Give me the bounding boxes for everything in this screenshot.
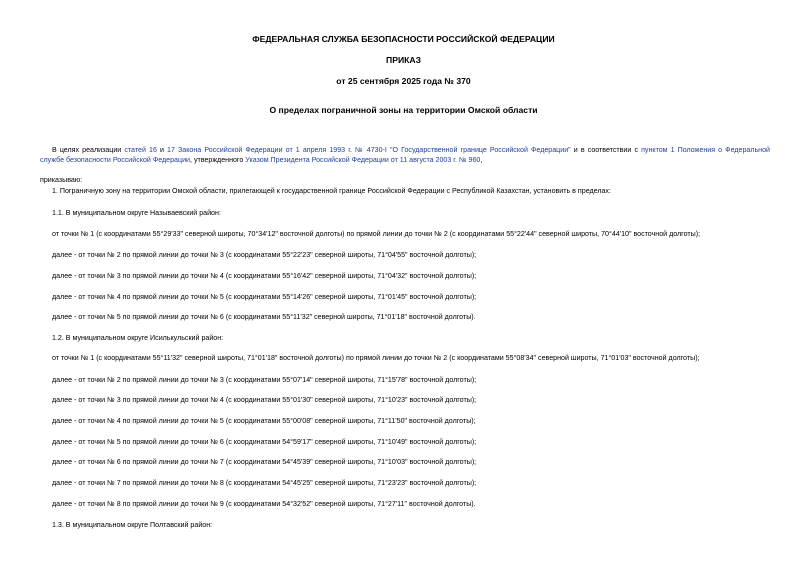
coordinate-line: далее - от точки № 3 по прямой линии до точки № 4 (с координатами 55°01'30" северной широты, 71°10'23" восточной долготы); [52,396,477,404]
agency-heading: ФЕДЕРАЛЬНАЯ СЛУЖБА БЕЗОПАСНОСТИ РОССИЙСКОЙ ФЕДЕРАЦИИ [252,34,555,44]
coordinate-line: далее - от точки № 7 по прямой линии до точки № 8 (с координатами 54°45'25" северной широты, 71°23'23" восточной долготы); [52,479,477,487]
coordinate-line: далее - от точки № 6 по прямой линии до точки № 7 (с координатами 54°45'39" северной широты, 71°10'03" восточной долготы); [52,458,477,466]
fsb-regulation-link-continued[interactable]: службе безопасности Российской Федерации [40,156,190,164]
coordinate-line: от точки № 1 (с координатами 55°11'32" северной широты, 71°01'18" восточной долготы) по прямой линии до точки № 2 (с координатами 55°08'34" северной широты, 71°01'03" восточной долготы); [52,354,700,362]
law-article-16-link[interactable]: статей 16 [124,146,157,154]
coordinate-line: далее - от точки № 4 по прямой линии до точки № 5 (с координатами 55°14'26" северной широты, 71°01'45" восточной долготы); [52,293,477,301]
coordinate-line: далее - от точки № 4 по прямой линии до точки № 5 (с координатами 55°00'08" северной широты, 71°11'50" восточной долготы); [52,417,476,425]
item-1-paragraph: 1. Пограничную зону на территории Омской области, прилегающей к государственной границе Российской Федерации с Республикой Казахстан, установить в пределах: [52,187,611,195]
preamble-text: и в соответствии с [570,146,642,154]
preamble-text: , утвержденного [190,156,246,164]
coordinate-line: далее - от точки № 2 по прямой линии до точки № 3 (с координатами 55°22'23" северной широты, 71°04'55" восточной долготы); [52,251,477,259]
coordinate-line: далее - от точки № 2 по прямой линии до точки № 3 (с координатами 55°07'14" северной широты, 71°15'78" восточной долготы); [52,376,477,384]
date-number-heading: от 25 сентября 2025 года № 370 [336,76,471,86]
preamble-text: В целях реализации [52,146,125,154]
document-title: О пределах пограничной зоны на территории Омской области [269,105,538,115]
presidential-decree-link[interactable]: Указом Президента Российской Федерации от 11 августа 2003 г. № 960 [245,156,481,164]
doc-type-heading: ПРИКАЗ [386,55,421,65]
section-heading: 1.1. В муниципальном округе Называевский район: [52,209,221,217]
preamble-line-2 [40,155,770,165]
coordinate-line: далее - от точки № 5 по прямой линии до точки № 6 (с координатами 55°11'32" северной широты, 71°01'18" восточной долготы). [52,313,476,321]
coordinate-line: далее - от точки № 5 по прямой линии до точки № 6 (с координатами 54°59'17" северной широты, 71°10'49" восточной долготы); [52,438,477,446]
preamble-text: и [156,146,168,154]
preamble-line-1 [40,145,770,155]
section-heading: 1.3. В муниципальном округе Полтавский район: [52,521,213,529]
fsb-regulation-link[interactable]: пунктом 1 Положения о Федеральной [641,146,770,154]
coordinate-line: далее - от точки № 8 по прямой линии до точки № 9 (с координатами 54°32'52" северной широты, 71°27'11" восточной долготы). [52,500,476,508]
order-word: приказываю: [40,176,83,184]
law-article-17-link[interactable]: 17 Закона Российской Федерации от 1 апреля 1993 г. № 4730-I "О Государственной границе Российской Федерации" [167,146,571,154]
preamble-paragraph [40,145,770,165]
coordinate-line: от точки № 1 (с координатами 55°29'33" северной широты, 70°34'12" восточной долготы) по прямой линии до точки № 2 (с координатами 55°22'44" северной широты, 70°44'10" восточной долготы); [52,230,701,238]
section-heading: 1.2. В муниципальном округе Исилькульский район: [52,334,224,342]
preamble-text: , [480,156,483,164]
coordinate-line: далее - от точки № 3 по прямой линии до точки № 4 (с координатами 55°16'42" северной широты, 71°04'32" восточной долготы); [52,272,477,280]
